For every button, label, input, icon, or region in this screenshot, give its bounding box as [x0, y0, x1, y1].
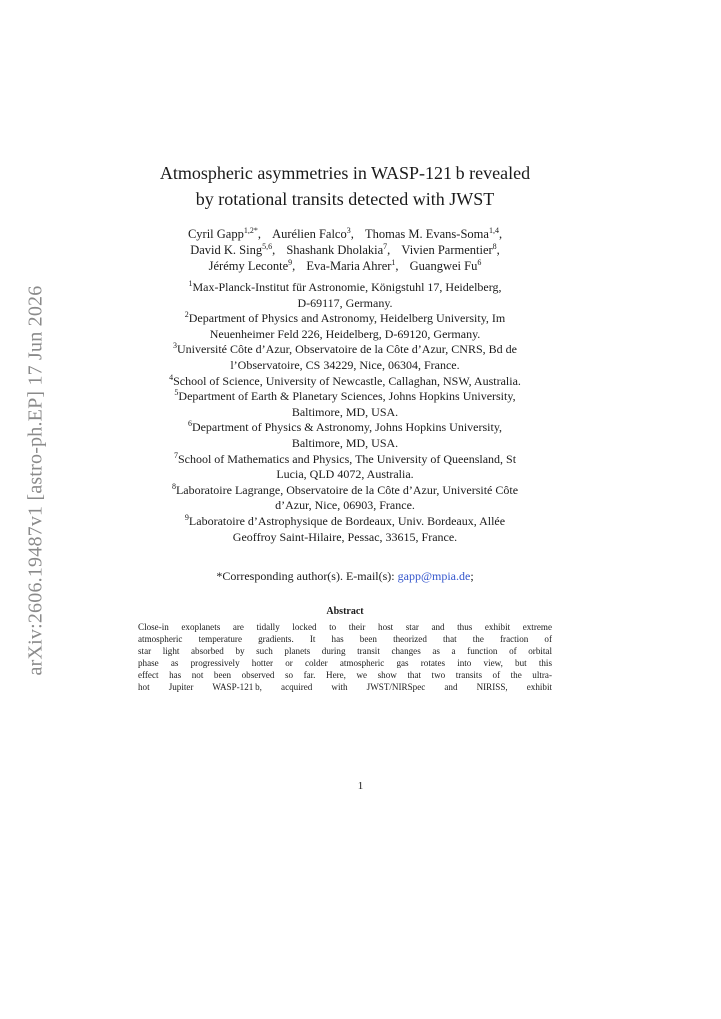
- author: Thomas M. Evans-Soma$^{1,4}$,: [364, 226, 503, 241]
- abstract-text: [128, 621, 562, 693]
- affiliation: $^2$Department of Physics and Astronomy, Heidelberg University, Im Neuenheimer Feld 226, Heidelberg, D-69120, Germany.: [184, 310, 506, 341]
- abstract-line: phase as progressively hotter or colder atmospheric gas rotates into view, but this: [138, 658, 552, 669]
- arxiv-identifier-text: arXiv:2606.19487v1 [astro-ph.EP] 17 Jun 2026: [24, 285, 47, 675]
- abstract-heading: Abstract: [326, 606, 364, 618]
- affiliation: $^7$School of Mathematics and Physics, The University of Queensland, St Lucia, QLD 4072, Australia.: [173, 450, 517, 482]
- author: Guangwei Fu$^6$: [409, 258, 482, 273]
- affiliation: $^6$Department of Physics & Astronomy, Johns Hopkins University, Baltimore, MD, USA.: [187, 419, 503, 450]
- affiliation: $^4$School of Science, University of Newcastle, Callaghan, NSW, Australia.: [169, 372, 521, 388]
- author: Jérémy Leconte$^9$,: [208, 258, 296, 273]
- author: Aurélien Falco$^3$,: [272, 226, 354, 241]
- arxiv-identifier-stamp: [17, 285, 55, 675]
- title-line: Atmospheric asymmetries in WASP-121 b revealed: [159, 163, 531, 183]
- author-line: [128, 226, 562, 242]
- author: Vivien Parmentier$^8$,: [401, 242, 500, 257]
- title-page: [128, 160, 562, 693]
- abstract-line: atmospheric temperature gradients. It has been theorized that the fraction of: [138, 634, 552, 645]
- affiliation: $^1$Max-Planck-Institut für Astronomie, Königstuhl 17, Heidelberg, D-69117, Germany.: [188, 279, 502, 310]
- abstract-line: hot Jupiter WASP-121 b, acquired with JWST/NIRSpec and NIRISS, exhibit: [138, 682, 552, 693]
- author: David K. Sing$^{5,6}$,: [190, 242, 276, 257]
- affiliation-list: [128, 280, 562, 545]
- page-number: 1: [357, 780, 364, 792]
- author: Shashank Dholakia$^7$,: [286, 242, 391, 257]
- author: Eva-Maria Ahrer$^1$,: [306, 258, 399, 273]
- email-link[interactable]: gapp@mpia.de: [397, 569, 471, 584]
- abstract-line: star light absorbed by such planets during transit changes as a function of orbital: [138, 646, 552, 657]
- corresponding-author: *Corresponding author(s). E-mail(s): gapp@mpia.de;: [216, 569, 474, 584]
- affiliation: $^5$Department of Earth & Planetary Sciences, Johns Hopkins University, Baltimore, MD, USA.: [174, 388, 516, 419]
- abstract-line: effect has not been observed so far. Here, we show that two transits of the ultra-: [138, 670, 552, 681]
- author-line: [128, 258, 562, 274]
- affiliation: $^3$Université Côte d’Azur, Observatoire de la Côte d’Azur, CNRS, Bd de l’Observatoire, CS 34229, Nice, 06304, France.: [173, 341, 517, 372]
- title-line: by rotational transits detected with JWST: [195, 189, 495, 209]
- affiliation: $^9$Laboratoire d’Astrophysique de Bordeaux, Univ. Bordeaux, Allée Geoffroy Saint-Hilaire, Pessac, 33615, France.: [184, 512, 506, 544]
- author-line: [128, 242, 562, 258]
- affiliation: $^8$Laboratoire Lagrange, Observatoire de la Côte d’Azur, Université Côte d’Azur, Nice, 06903, France.: [171, 481, 519, 513]
- author: Cyril Gapp$^{1,2*}$,: [187, 226, 261, 241]
- paper-title: [128, 160, 562, 212]
- author-list: [128, 226, 562, 274]
- abstract-line: Close-in exoplanets are tidally locked to their host star and thus exhibit extreme: [138, 622, 552, 633]
